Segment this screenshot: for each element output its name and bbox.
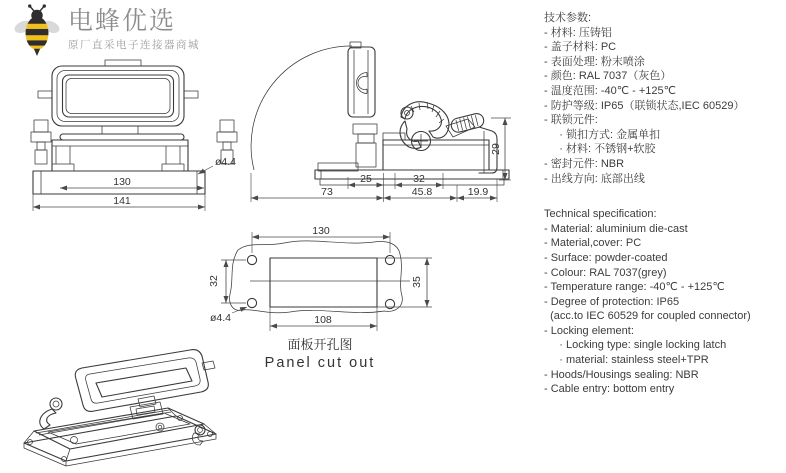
spec-list-en: [544, 207, 782, 397]
cutout-rectangle: [270, 258, 377, 307]
spec-title-en: Technical specification:: [544, 208, 657, 221]
spec-line: - 温度范围: -40℃ - +125℃: [544, 84, 676, 97]
front-view-cover: [38, 60, 198, 126]
spec-line: - 盖子材料: PC: [544, 41, 617, 54]
spec-line: - Degree of protection: IP65: [544, 295, 680, 308]
panel-cutout-caption-en: Panel cut out: [264, 355, 376, 371]
dim-hole-dia-label-2: ø4.4: [210, 312, 232, 324]
spec-title-cn: 技术参数:: [544, 12, 592, 24]
dim-25-label: 25: [360, 173, 372, 185]
side-view-dimensions: [251, 118, 511, 202]
brand-name: 电蜂优选: [68, 7, 177, 35]
spec-line: - Material,cover: PC: [544, 237, 642, 250]
dim-130-label: 130: [113, 176, 131, 188]
spec-line: - Material: aluminium die-cast: [544, 222, 688, 235]
cover-swing-arc: [251, 46, 352, 170]
side-view-drawing: [247, 27, 519, 209]
spec-line: (acc.to IEC 60529 for coupled connector): [544, 310, 751, 323]
dim-32-label: 32: [413, 173, 425, 185]
front-view-body: [31, 120, 237, 194]
dim-hole-dia-label: ø4.4: [215, 156, 237, 168]
side-view-open-cover: [318, 42, 377, 171]
dim-108-label: 108: [314, 314, 332, 326]
spec-line: · 锁扣方式: 金属单扣: [544, 128, 661, 141]
isometric-housing: [24, 408, 216, 466]
panel-outline: [230, 241, 403, 313]
spec-line: - Surface: powder-coated: [544, 251, 668, 264]
dim-35-label: 35: [411, 276, 423, 288]
dim-130-span-label: 130: [312, 225, 330, 237]
dim-19-9-label: 19.9: [467, 186, 489, 198]
spec-line: - 表面处理: 粉末喷涂: [544, 55, 645, 68]
dim-45-8-label: 45.8: [411, 186, 433, 198]
dim-141-label: 141: [113, 195, 131, 207]
dim-29-label: 29: [490, 143, 502, 155]
brand-tagline: 原厂直采电子连接器商城: [68, 39, 200, 51]
front-view-drawing: [26, 44, 242, 216]
spec-line: · Locking type: single locking latch: [544, 339, 727, 352]
spec-line: - Cable entry: bottom entry: [544, 383, 675, 396]
side-view-body: [315, 127, 509, 185]
dim-32-span-label: 32: [208, 275, 220, 287]
dim-73-label: 73: [321, 186, 333, 198]
spec-line: - 材料: 压铸铝: [544, 26, 612, 39]
panel-cutout-caption-cn: 面板开孔图: [287, 337, 353, 352]
spec-line: - 密封元件: NBR: [544, 157, 625, 170]
isometric-view-drawing: [10, 337, 238, 473]
isometric-cover: [75, 350, 215, 419]
spec-line: · material: stainless steel+TPR: [544, 354, 709, 367]
isometric-latch: [40, 398, 205, 445]
spec-line: - 联锁元件:: [544, 114, 598, 127]
front-view-left-latch: [31, 120, 51, 164]
spec-list-cn: [544, 11, 782, 186]
spec-line: - Locking element:: [544, 324, 634, 337]
spec-line: - 颜色: RAL 7037（灰色）: [544, 70, 672, 83]
spec-line: · 材料: 不锈钢+软胶: [544, 143, 656, 156]
spec-line: - Colour: RAL 7037(grey): [544, 266, 667, 279]
spec-line: - 防护等级: IP65（联锁状态,IEC 60529）: [544, 99, 745, 112]
side-view-locking-lever: [400, 102, 485, 151]
spec-line: - Temperature range: -40℃ - +125℃: [544, 281, 725, 294]
panel-cutout-dimensions: [208, 225, 432, 331]
spec-line: - Hoods/Housings sealing: NBR: [544, 368, 699, 381]
spec-column: [544, 11, 782, 397]
spec-line: - 出线方向: 底部出线: [544, 172, 645, 185]
